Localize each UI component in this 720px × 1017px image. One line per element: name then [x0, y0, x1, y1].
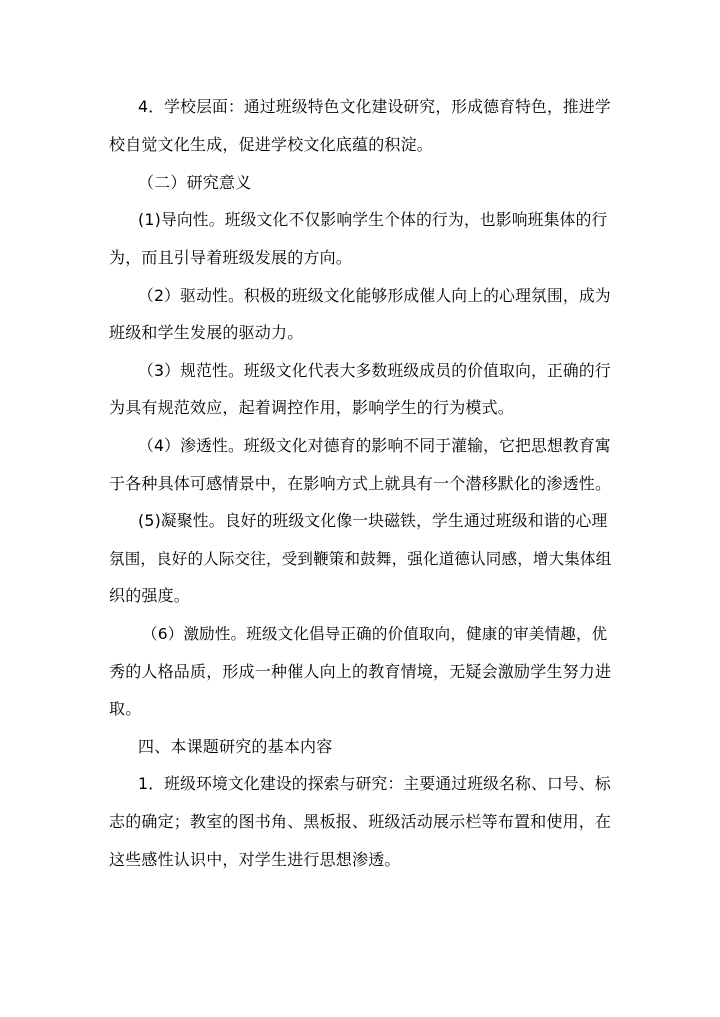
text-line: （6）激励性。班级文化倡导正确的价值取向，健康的审美情趣，优	[142, 625, 608, 643]
text-line: 为具有规范效应，起着调控作用，影响学生的行为模式。	[109, 398, 515, 417]
text-line: 志的确定；教室的图书角、黑板报、班级活动展示栏等布置和使用，在	[109, 812, 612, 831]
text-line: 取。	[109, 699, 142, 718]
text-line: 这些感性认识中，对学生进行思想渗透。	[109, 850, 401, 869]
text-line: （3）规范性。班级文化代表大多数班级成员的价值取向，正确的行	[138, 361, 611, 380]
text-line: 为，而且引导着班级发展的方向。	[109, 248, 353, 267]
text-line: 织的强度。	[109, 586, 191, 605]
text-line: 4．学校层面：通过班级特色文化建设研究，形成德育特色，推进学	[138, 97, 611, 116]
text-line: (1)导向性。班级文化不仅影响学生个体的行为，也影响班集体的行	[138, 210, 608, 229]
section-heading: 四、本课题研究的基本内容	[138, 737, 333, 756]
text-line: (5)凝聚性。良好的班级文化像一块磁铁，学生通过班级和谐的心理	[138, 511, 608, 530]
text-line: 1．班级环境文化建设的探索与研究：主要通过班级名称、口号、标	[138, 774, 611, 793]
text-line: 秀的人格品质，形成一种催人向上的教育情境，无疑会激励学生努力进	[109, 662, 612, 681]
text-line: 于各种具体可感情景中，在影响方式上就具有一个潜移默化的渗透性。	[109, 474, 612, 493]
text-line: （2）驱动性。积极的班级文化能够形成催人向上的心理氛围，成为	[138, 286, 611, 305]
section-heading: （二）研究意义	[138, 173, 252, 192]
text-line: （4）渗透性。班级文化对德育的影响不同于灌输，它把思想教育寓	[138, 436, 611, 455]
text-line: 班级和学生发展的驱动力。	[109, 323, 304, 342]
text-line: 校自觉文化生成，促进学校文化底蕴的积淀。	[109, 135, 434, 154]
text-line: 氛围，良好的人际交往，受到鞭策和鼓舞，强化道德认同感，增大集体组	[109, 550, 612, 568]
